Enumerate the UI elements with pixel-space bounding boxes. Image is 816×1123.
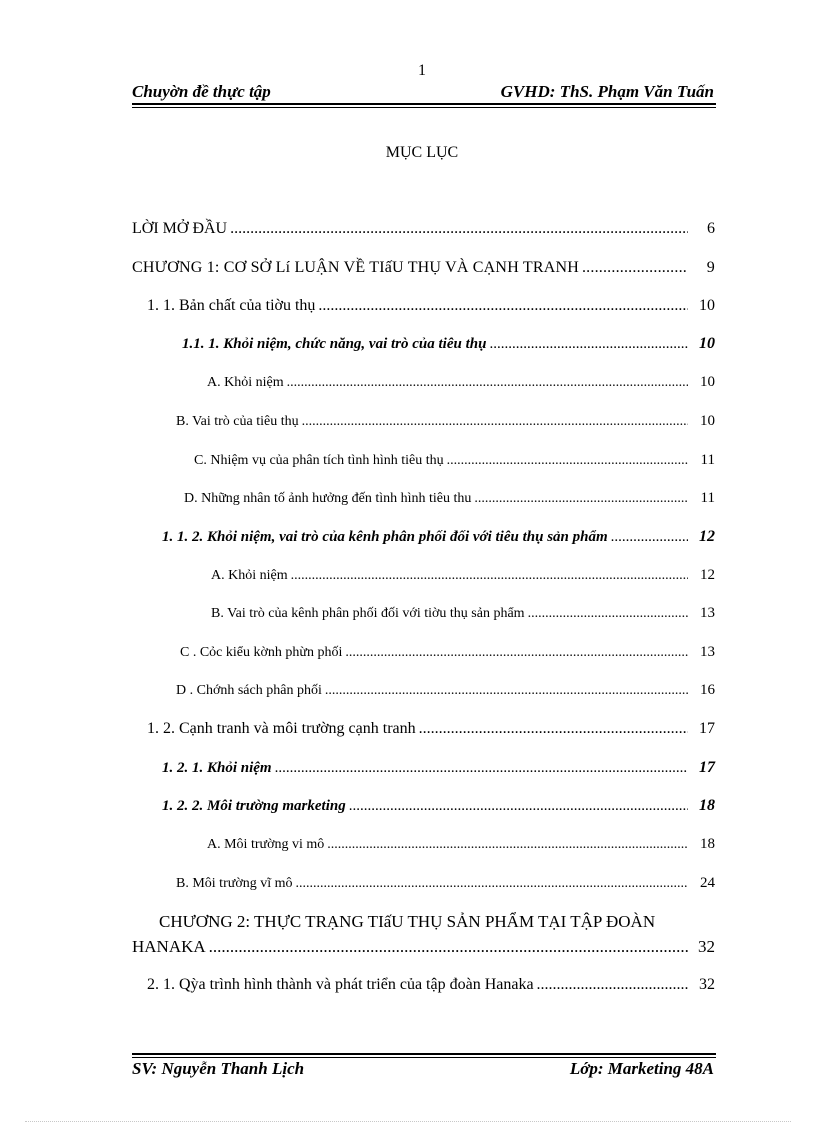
toc-entry-1-1-1-b[interactable] xyxy=(176,413,715,435)
toc-entry-intro[interactable] xyxy=(132,220,715,242)
toc-entry-page: 13 xyxy=(700,644,715,660)
toc-entry-label: A. Môi trường vi mô xyxy=(207,837,325,852)
toc-entry-page: 18 xyxy=(700,836,715,852)
toc-leader xyxy=(474,491,688,507)
toc-entry-page: 18 xyxy=(699,797,715,814)
toc-leader xyxy=(325,683,688,699)
toc-leader xyxy=(230,220,688,238)
toc-leader xyxy=(582,259,688,277)
toc-leader xyxy=(611,529,688,546)
header-supervisor: GVHD: ThS. Phạm Văn Tuấn xyxy=(500,82,714,101)
toc-entry-page: 13 xyxy=(700,605,715,621)
toc-entry-label: 1. 1. Bản chất của tiờu thụ xyxy=(147,297,316,314)
toc-leader xyxy=(528,606,688,622)
toc-entry-label: A. Khỏi niệm xyxy=(207,375,284,390)
toc-leader xyxy=(537,976,688,994)
toc-entry-label: D . Chớnh sách phân phối xyxy=(176,683,322,698)
toc-title: MỤC LỤC xyxy=(385,144,459,161)
toc-leader xyxy=(447,453,688,469)
toc-leader xyxy=(275,760,688,777)
toc-entry-label: B. Vai trò của kênh phân phối đối với tiờu thụ sản phẩm xyxy=(211,606,525,621)
toc-entry-label: 1. 2. 2. Môi trường marketing xyxy=(162,798,346,814)
toc-entry-page: 10 xyxy=(699,297,715,314)
toc-entry-page: 12 xyxy=(700,567,715,583)
header-rule xyxy=(132,103,716,108)
toc-entry-1-2-1[interactable] xyxy=(162,759,715,781)
toc-entry-label: 1.1. 1. Khỏi niệm, chức năng, vai trò của tiêu thụ xyxy=(182,336,487,352)
toc-entry-1-1-1-d[interactable] xyxy=(184,490,715,512)
toc-entry-label: B. Môi trường vĩ mô xyxy=(176,876,293,891)
toc-entry-page: 11 xyxy=(700,452,715,468)
toc-leader xyxy=(209,937,688,957)
toc-entry-label: CHƯƠNG 1: CƠ SỞ Lí LUẬN VỀ TIấU THỤ VÀ CẠNH TRANH xyxy=(132,259,579,276)
toc-leader xyxy=(349,798,688,815)
toc-entry-label: 2. 1. Qỳa trình hình thành và phát triển của tập đoàn Hanaka xyxy=(147,976,534,993)
toc-entry-page: 10 xyxy=(699,335,715,352)
toc-entry-label: A. Khỏi niệm xyxy=(211,568,288,583)
toc-entry-chapter-1[interactable] xyxy=(132,259,715,281)
toc-leader xyxy=(291,568,688,584)
toc-entry-page: 12 xyxy=(699,528,715,545)
footer-rule xyxy=(132,1053,716,1058)
header-course-title: Chuyờn đề thực tập xyxy=(132,82,271,101)
toc-leader xyxy=(419,720,688,738)
toc-entry-page: 10 xyxy=(700,413,715,429)
toc-entry-2-1[interactable] xyxy=(147,976,715,998)
toc-entry-chapter-2-line-2[interactable] xyxy=(132,937,715,959)
toc-leader xyxy=(296,876,689,892)
toc-entry-page: 9 xyxy=(706,259,715,276)
toc-entry-label: 1. 2. 1. Khỏi niệm xyxy=(162,760,272,776)
toc-entry-1-2-2-a[interactable] xyxy=(207,836,715,858)
toc-entry-label: D. Những nhân tố ảnh hưởng đến tình hình tiêu thu xyxy=(184,491,472,506)
toc-entry-page: 10 xyxy=(700,374,715,390)
toc-entry-label: 1. 2. Cạnh tranh và môi trường cạnh tranh xyxy=(147,720,416,737)
toc-entry-1-1-2-b[interactable] xyxy=(211,605,715,627)
toc-entry-1-1-1[interactable] xyxy=(182,335,715,357)
toc-entry-page: 32 xyxy=(698,937,715,956)
toc-entry-1-1-1-c[interactable] xyxy=(194,452,715,474)
toc-entry-page: 24 xyxy=(700,875,715,891)
toc-entry-1-1-2-a[interactable] xyxy=(211,567,715,589)
footer-class: Lớp: Marketing 48A xyxy=(569,1059,714,1078)
toc-entry-1-1[interactable] xyxy=(147,297,715,319)
toc-entry-1-1-2[interactable] xyxy=(162,528,715,550)
toc-entry-page: 17 xyxy=(699,759,715,776)
page-number: 1 xyxy=(418,62,426,79)
toc-entry-label: HANAKA xyxy=(132,937,206,956)
toc-leader xyxy=(287,375,688,391)
toc-leader xyxy=(327,837,688,853)
toc-entry-label: LỜI MỞ ĐẦU xyxy=(132,220,228,237)
toc-entry-label: B. Vai trò của tiêu thụ xyxy=(176,414,299,429)
toc-entry-page: 17 xyxy=(699,720,715,737)
toc-entry-1-1-2-d[interactable] xyxy=(176,682,715,704)
page-edge xyxy=(25,1121,791,1122)
toc-entry-1-2-2-b[interactable] xyxy=(176,875,715,897)
toc-entry-page: 6 xyxy=(707,220,715,237)
toc-entry-1-2-2[interactable] xyxy=(162,797,715,819)
footer-student: SV: Nguyễn Thanh Lịch xyxy=(132,1059,305,1078)
toc-entry-1-2[interactable] xyxy=(147,720,715,742)
toc-entry-chapter-2-line-1[interactable]: CHƯƠNG 2: THỰC TRẠNG TIấU THỤ SẢN PHẨM TẠI TẬP ĐOÀN xyxy=(159,912,656,931)
toc-entry-label: C. Nhiệm vụ của phân tích tình hình tiêu thụ xyxy=(194,453,444,468)
toc-leader xyxy=(302,414,688,430)
toc-entry-page: 16 xyxy=(700,682,715,698)
toc-leader xyxy=(489,336,688,353)
toc-entry-label: 1. 1. 2. Khỏi niệm, vai trò của kênh phân phối đối với tiêu thụ sản phẩm xyxy=(162,529,608,545)
toc-entry-page: 32 xyxy=(699,976,715,993)
toc-entry-label: C . Cỏc kiểu kờnh phừn phối xyxy=(180,645,343,660)
toc-leader xyxy=(345,645,688,661)
toc-entry-page: 11 xyxy=(700,490,715,506)
toc-entry-1-1-1-a[interactable] xyxy=(207,374,715,396)
toc-entry-1-1-2-c[interactable] xyxy=(180,644,715,666)
toc-leader xyxy=(318,297,688,315)
